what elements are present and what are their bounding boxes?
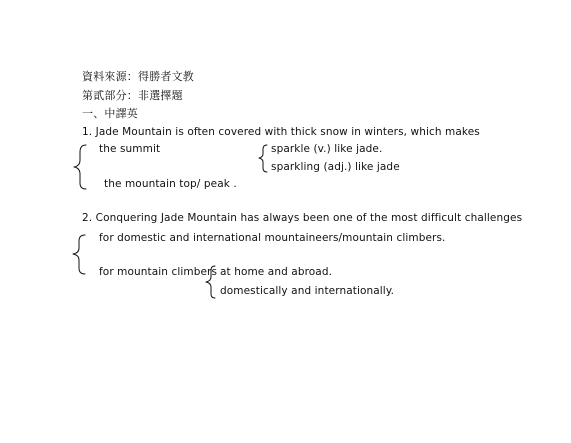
q1-option-peak: the mountain top/ peak . (104, 178, 237, 190)
q1-option-sparkling: sparkling (adj.) like jade (271, 161, 400, 173)
q2-option-domestically: domestically and internationally. (220, 285, 395, 297)
q2-option-climbers: for mountain climbers (99, 266, 218, 278)
brace-q2-right (204, 265, 218, 301)
q1-option-sparkle: sparkle (v.) like jade. (271, 143, 383, 155)
question-1-sentence: 1. Jade Mountain is often covered with thick snow in winters, which makes (82, 126, 480, 138)
question-2-sentence: 2. Conquering Jade Mountain has always been one of the most difficult challenges (82, 212, 523, 224)
brace-q1-left (72, 143, 102, 193)
source-line: 資料來源：得勝者文教 (82, 70, 194, 83)
q2-option-home: at home and abroad. (220, 266, 333, 278)
q2-option-domestic: for domestic and international mountaineers/mountain climbers. (99, 232, 446, 244)
q1-option-summit: the summit (99, 143, 161, 155)
brace-q2-left (70, 233, 100, 277)
part-heading: 第貳部分：非選擇題 (82, 89, 183, 102)
brace-q1-right (257, 144, 271, 174)
section-heading: 一、中譯英 (82, 107, 138, 120)
